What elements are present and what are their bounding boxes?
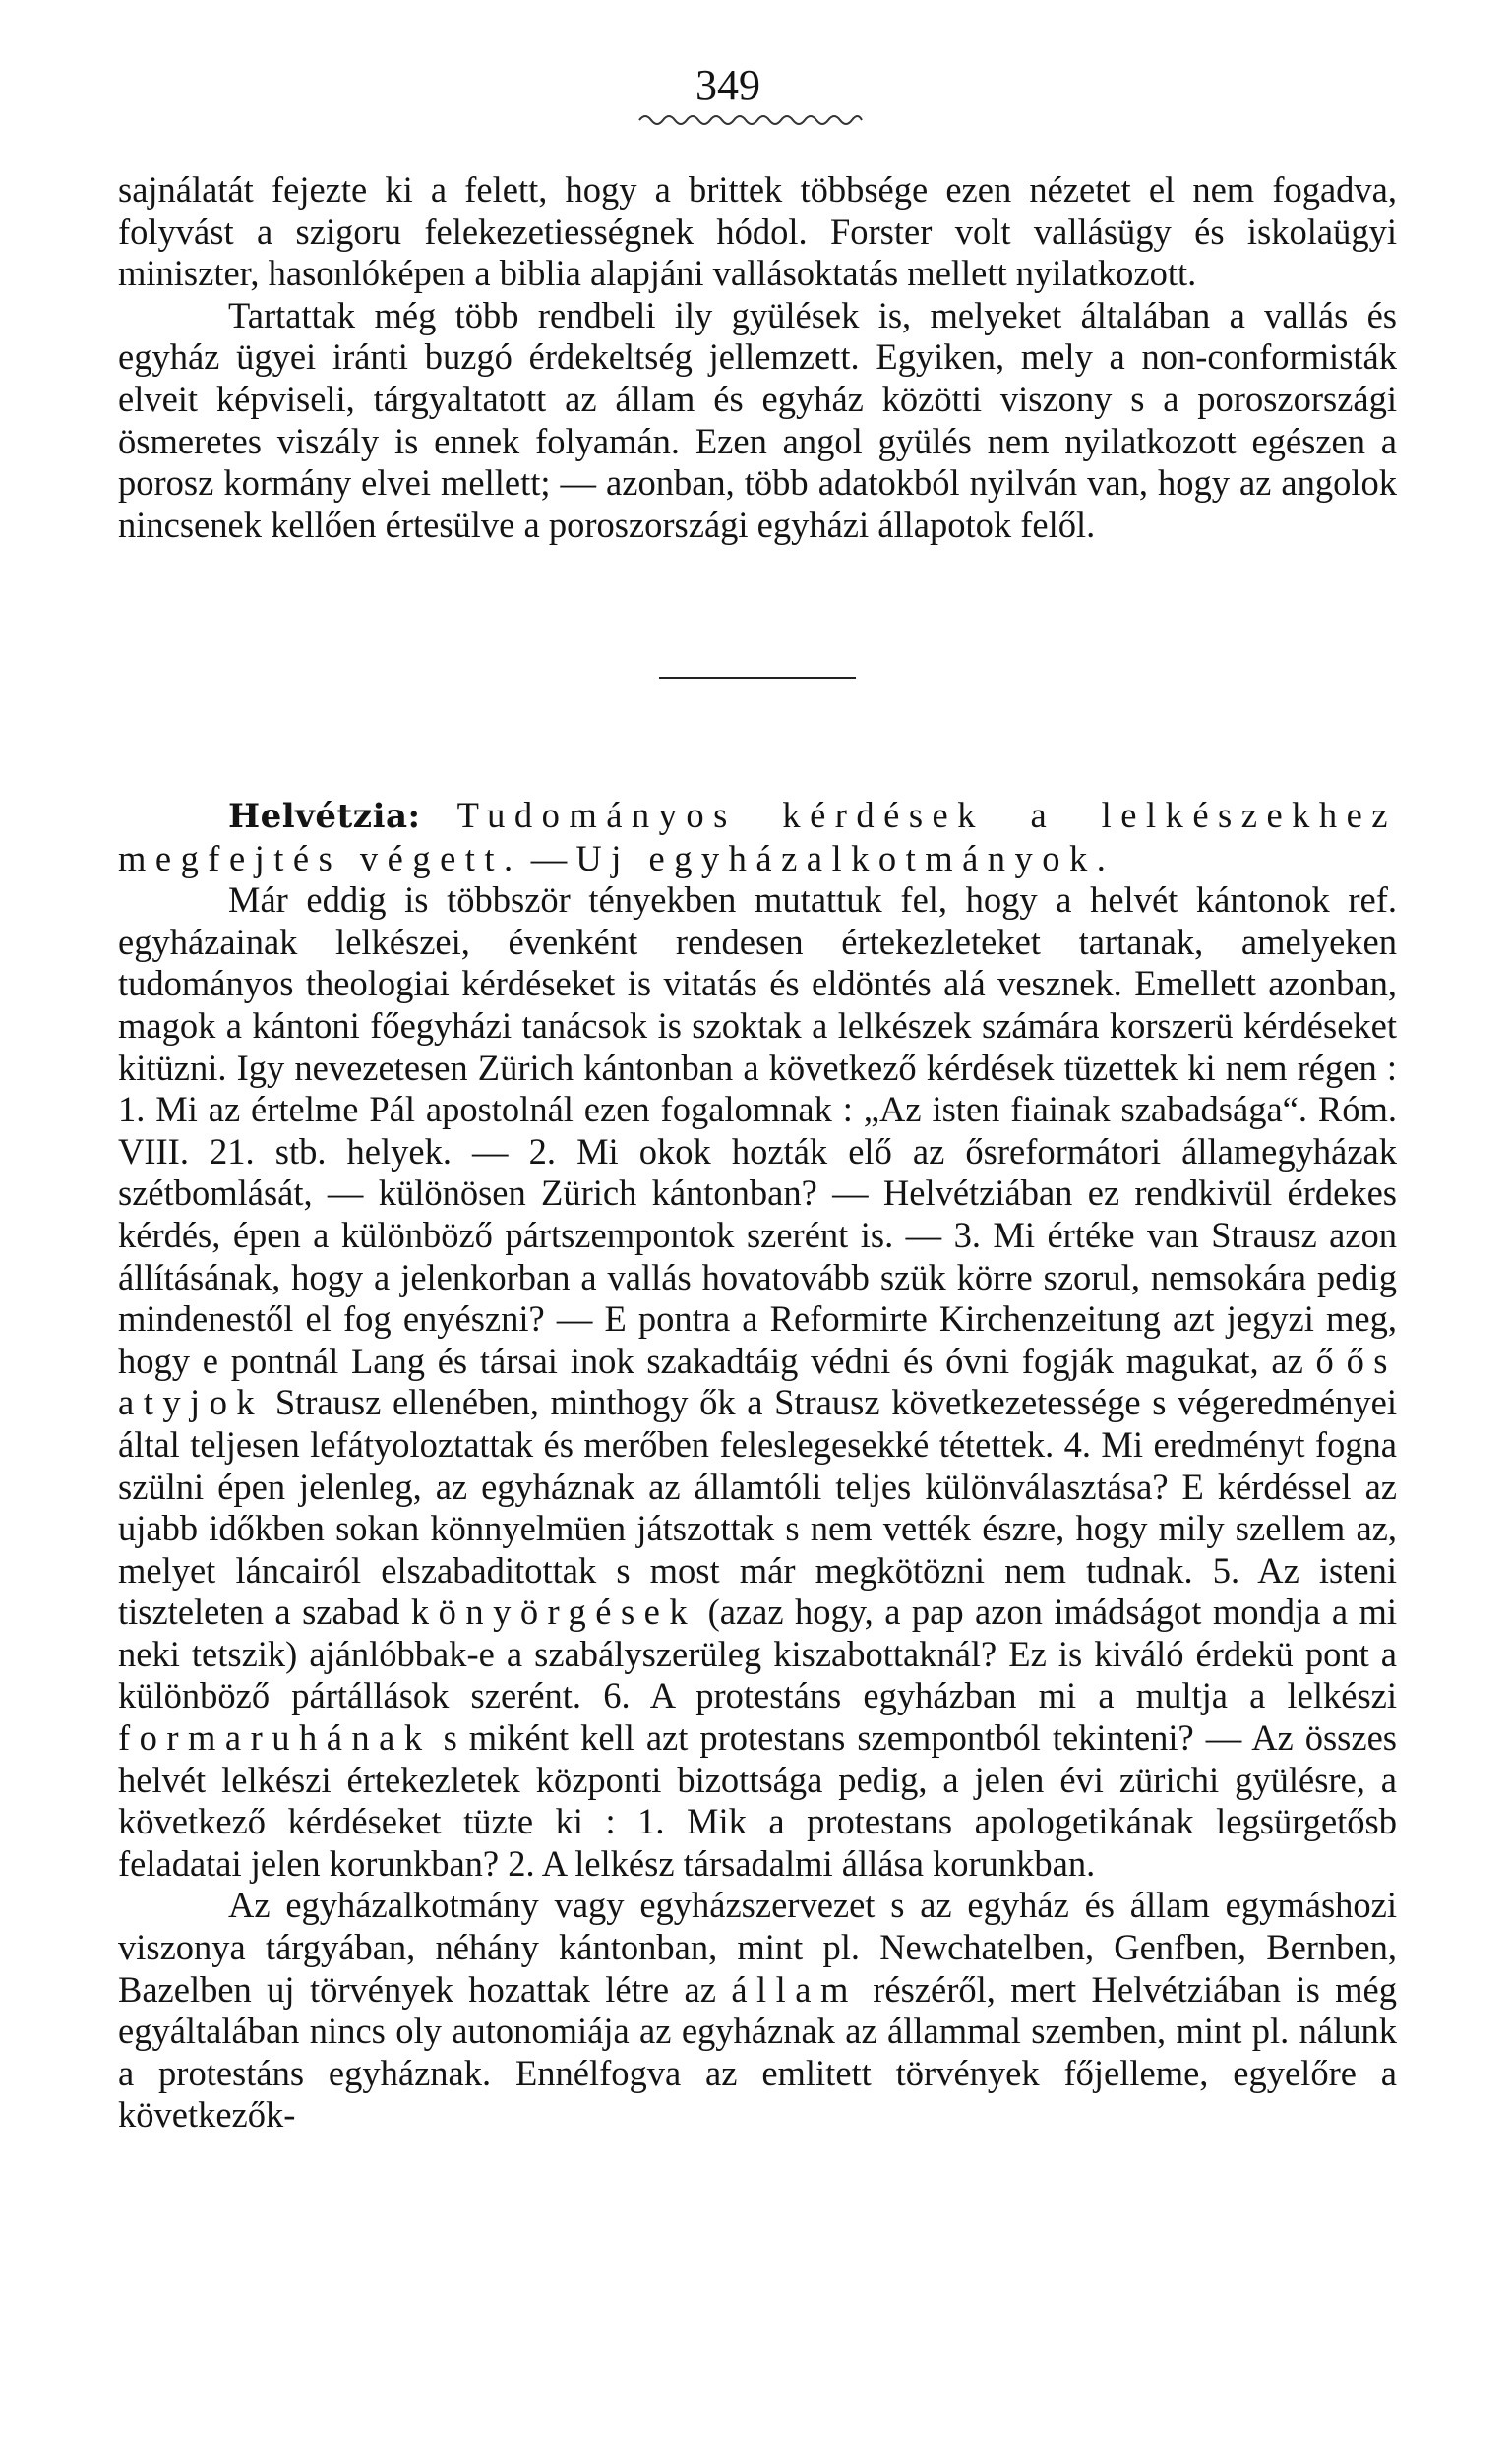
emphasized-text: állam: [731, 1968, 858, 2010]
page-number: 349: [695, 61, 760, 109]
emphasized-text: formaruhának: [118, 1717, 432, 1759]
section-heading-line: [118, 795, 1397, 879]
paragraph-text: részéről, mert Helvétziában is még egyáltalában nincs oly autonomiája az egyháznak az állammal szemben, mint pl. nálunk a protestáns egyháznak. Ennélfogva az emlitett törvények főjelleme, egyelőre a következők-: [118, 1968, 1398, 2135]
section-heading: Helvétzia:: [228, 797, 421, 836]
paragraph: Tartattak még több rendbeli ily gyülések is, melyeket általában a vallás és egyház ügyei iránti buzgó érdekeltség jellemzett. Egyiken, mely a non-conformisták elveit képviseli, tárgyaltatott az állam és egyház közötti viszony s a poroszországi ösmeretes viszály is ennek folyamán. Ezen angol gyülés nem nyilatkozott egészen a porosz kormány elvei mellett; — azonban, több adatokból nyilván van, hogy az angolok nincsenek kellően értesülve a poroszországi egyházi állapotok felől.: [118, 294, 1397, 545]
text-block-1: [118, 169, 1397, 546]
text-block-2: [118, 795, 1397, 2136]
paragraph-text: Az egyházalkotmány vagy egyházszervezet s az egyház és állam egymáshozi viszonya tárgyában, néhány kántonban, mint pl. Newchatelben, Genfben, Bernben, Bazelben uj törvények hozattak létre az: [118, 1885, 1397, 2010]
section-subtitle: Uj egyházalkotmányok.: [575, 837, 1116, 878]
paragraph: sajnálatát fejezte ki a felett, hogy a brittek többsége ezen nézetet el nem fogadva, folyvást a szigoru felekezetiességnek hódol. Forster volt vallásügy és iskolaügyi miniszter, hasonlóképen a biblia alapjáni vallásoktatás mellett nyilatkozott.: [118, 169, 1397, 294]
section-subtitle: Tudományos kérdések a lelkészekhez megfejtés végett.: [118, 795, 1397, 878]
emphasized-text: könyörgések: [410, 1592, 697, 1633]
paragraph: [118, 879, 1397, 1885]
paragraph-text: s miként kell azt protestans szempontból tekinteni? — Az összes helvét lelkészi értekezletek központi bizottsága pedig, a jelen évi zürichi gyülésre, a következő kérdéseket tüzte ki : 1. Mik a protestans apologetikának legsürgetősb feladatai jelen korunkban? 2. A lelkész társadalmi állása korunkban.: [118, 1717, 1397, 1884]
em-dash: —: [530, 837, 568, 878]
paragraph-text: Már eddig is többször tényekben mutattuk fel, hogy a helvét kántonok ref. egyházainak lelkészei, évenként rendesen értekezleteket tartanak, amelyeken tudományos theologiai kérdéseket is vitatás és eldöntés alá vesznek. Emellett azonban, magok a kántoni főegyházi tanácsok is szoktak a lelkészek számára korszerü kérdéseket kitüzni. Igy nevezetesen Zürich kántonban a következő kérdések tüzettek ki nem régen : 1. Mi az értelme Pál apostolnál ezen fogalomnak : „Az isten fiainak szabadsága“. Róm. VIII. 21. stb. helyek. — 2. Mi okok hozták elő az ősreformátori államegyházak szétbomlását, — különösen Zürich kántonban? — Helvétziában ez rendkivül érdekes kérdés, épen a különböző pártszempontok szerént is. — 3. Mi értéke van Strausz azon állításának, hogy a jelenkorban a vallás hovatovább szük körre szorul, nemsokára pedig mindenestől el fog enyészni? — E pontra a Reformirte Kirchenzeitung azt jegyzi meg, hogy e pontnál Lang és társai inok szakadtáig védni és óvni fogják magukat, az ő: [118, 879, 1397, 1381]
paragraph: [118, 1885, 1397, 2136]
section-divider: [659, 677, 856, 679]
paragraph-text: (azaz hogy, a pap azon imádságot mondja a mi neki tetszik) ajánlóbbak-e a szabályszerüleg kiszabottaknál? Ez is kiváló érdekü pont a különböző pártállások szerént. 6. A protestáns egyházban mi a multja a lelkészi: [118, 1592, 1398, 1716]
emphasized-text: ős atyjok: [118, 1340, 1397, 1423]
page-number-ornament: [637, 110, 864, 128]
paragraph-text: Strausz ellenében, minthogy ők a Strausz következetessége s végeredményei által teljesen lefátyoloztattak és merőben feleslegesekké tétettek. 4. Mi eredményt fogna szülni épen jelenleg, az egyháznak az államtóli teljes különválasztása? E kérdéssel az ujabb időkben sokan könnyelmüen játszottak s nem vették észre, hogy mily szellem az, melyet láncairól elszabaditottak s most már megkötözni nem tudnak. 5. Az isteni tiszteleten a szabad: [118, 1382, 1397, 1633]
